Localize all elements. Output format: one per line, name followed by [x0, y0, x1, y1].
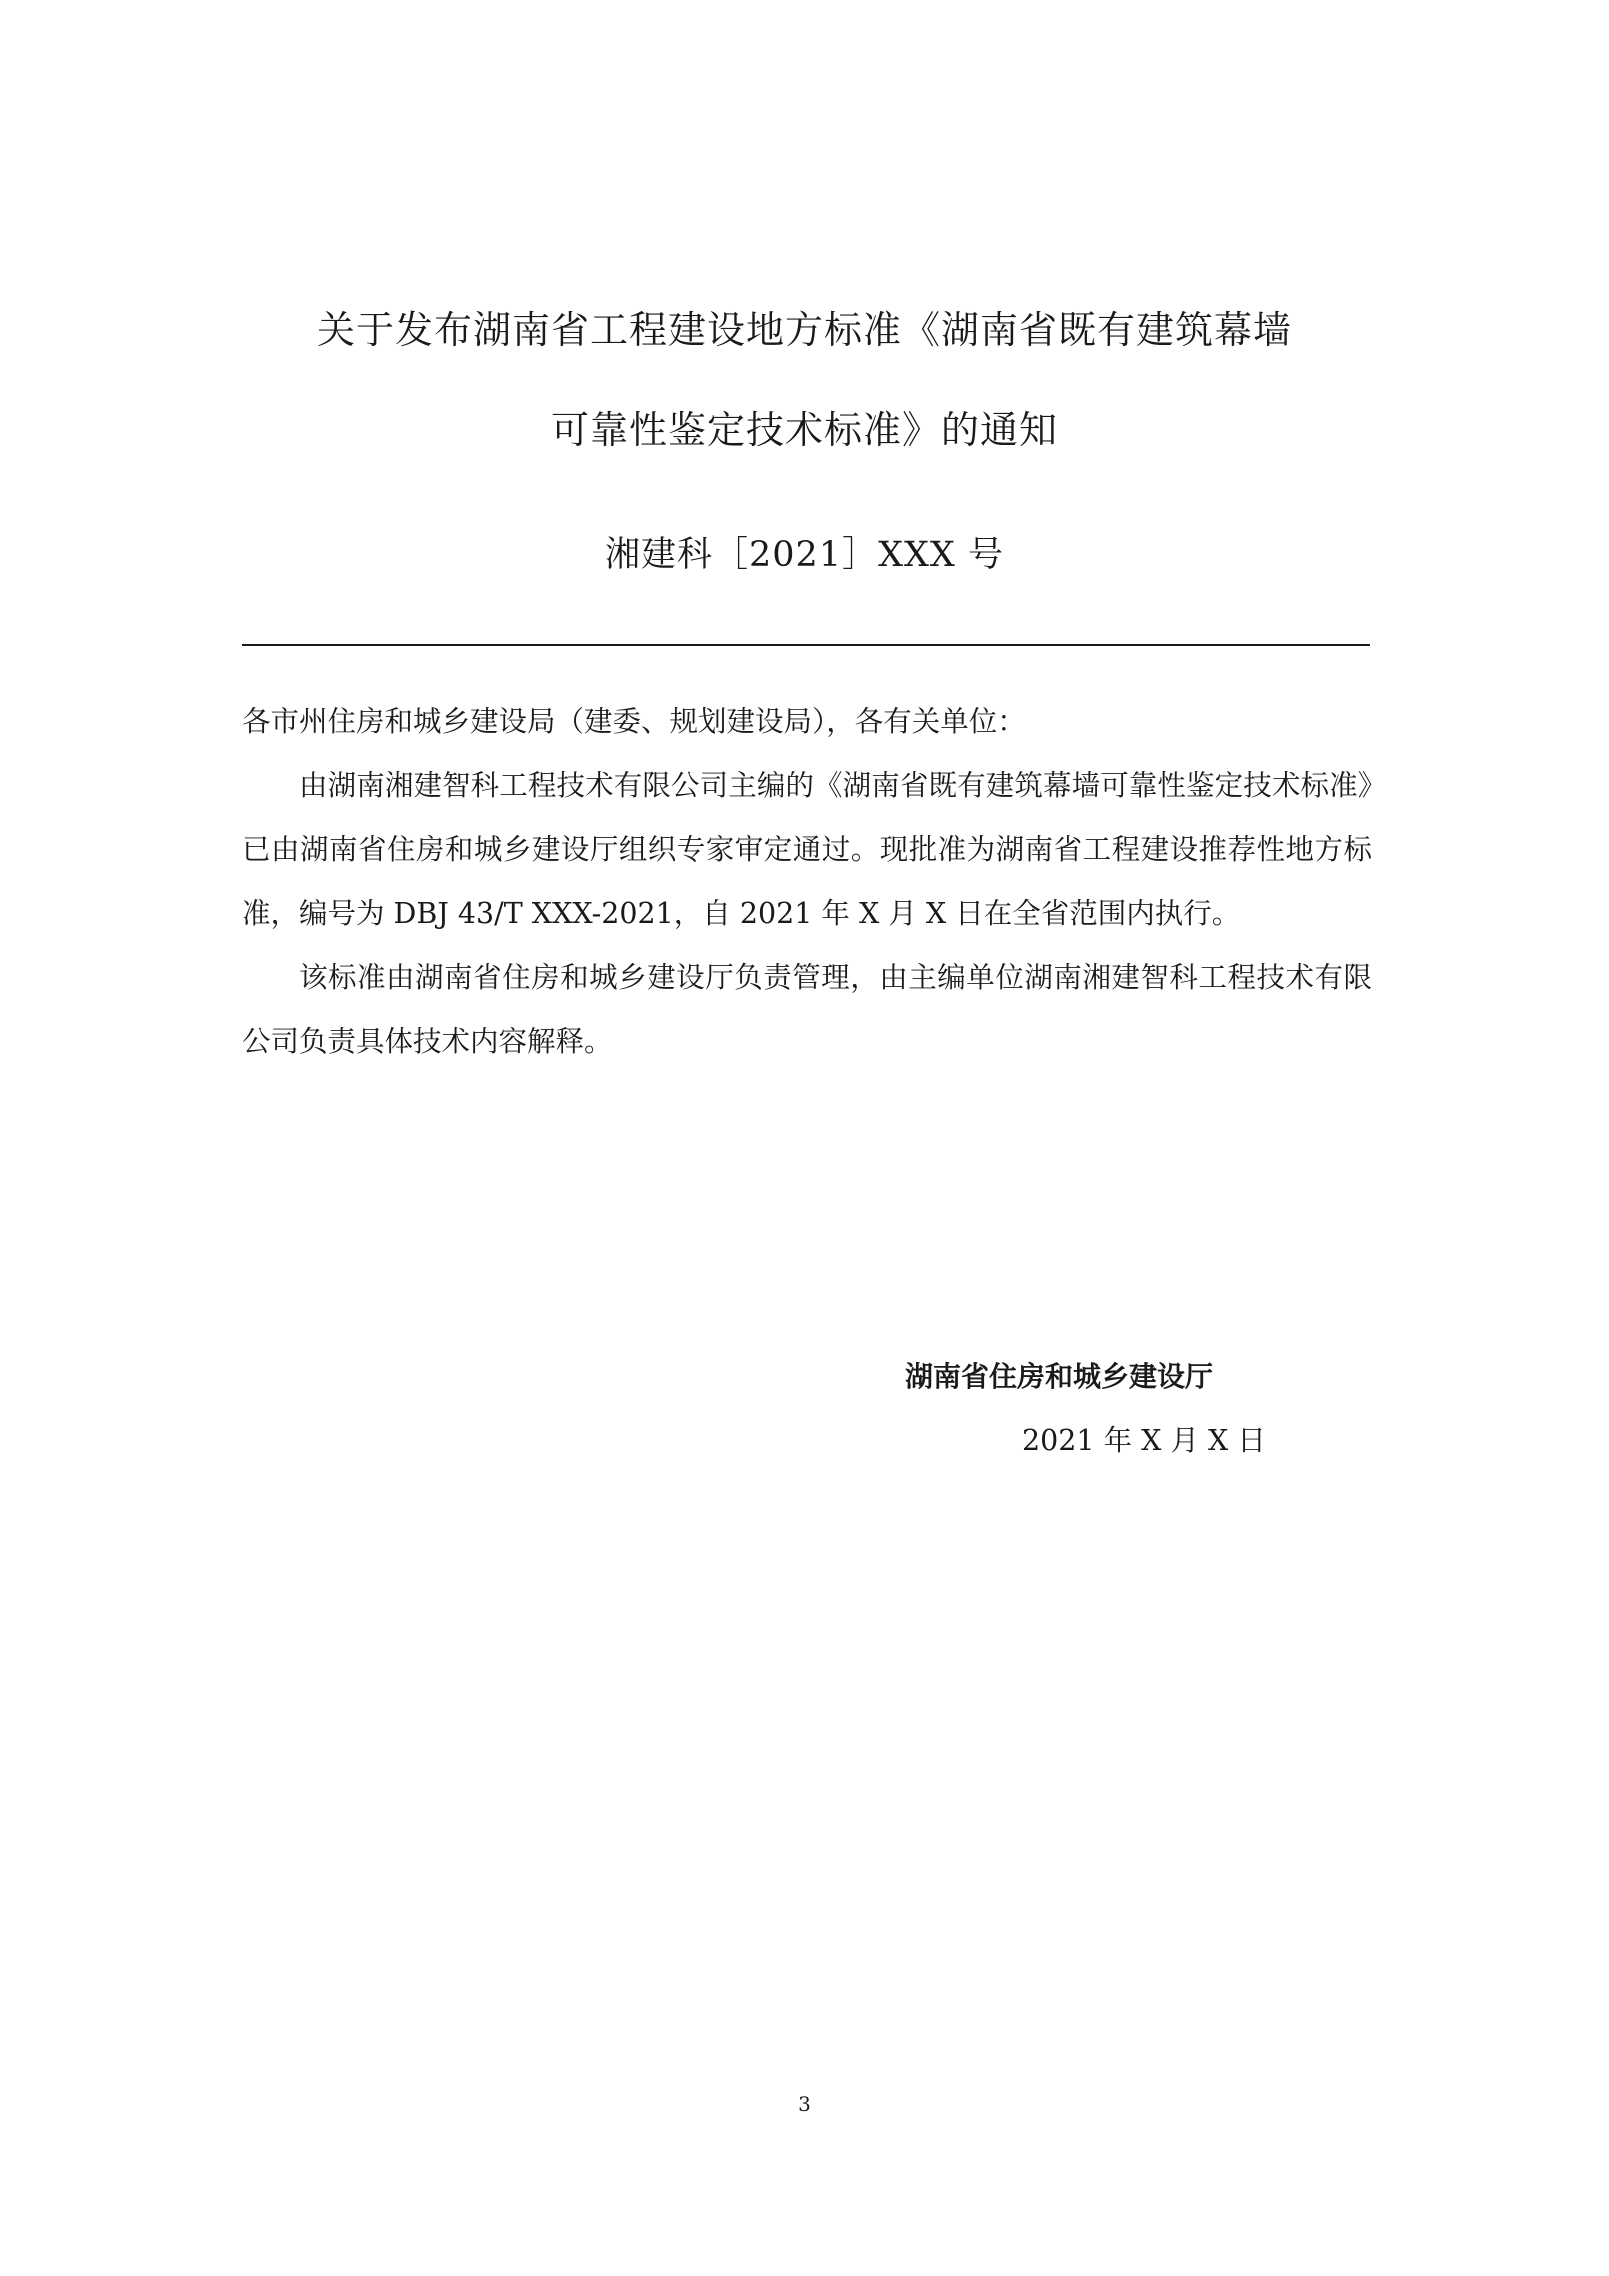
title-line-1: 关于发布湖南省工程建设地方标准《湖南省既有建筑幕墙 — [316, 308, 1292, 352]
document-body — [242, 690, 1372, 1074]
document-number: 湘建科［2021］XXX 号 — [605, 535, 1004, 575]
body-paragraph-2: 该标准由湖南省住房和城乡建设厅负责管理，由主编单位湖南湘建智科工程技术有限公司负责具体技术内容解释。 — [242, 961, 1372, 1058]
title-line-2: 可靠性鉴定技术标准》的通知 — [550, 408, 1058, 452]
signature-date: 2021 年 X 月 X 日 — [1022, 1424, 1266, 1457]
salutation: 各市州住房和城乡建设局（建委、规划建设局），各有关单位： — [242, 705, 1026, 738]
signature-organization: 湖南省住房和城乡建设厅 — [905, 1360, 1214, 1393]
signature-block — [905, 1345, 1305, 1473]
body-paragraph-1: 由湖南湘建智科工程技术有限公司主编的《湖南省既有建筑幕墙可靠性鉴定技术标准》已由湖南省住房和城乡建设厅组织专家审定通过。现批准为湖南省工程建设推荐性地方标准，编号为 DBJ 43/T XXX-2021，自 2021 年 X 月 X 日在全省范围内执行。 — [242, 769, 1372, 930]
page-number: 3 — [798, 2092, 811, 2116]
title-divider — [242, 644, 1370, 646]
document-title — [0, 280, 1609, 480]
